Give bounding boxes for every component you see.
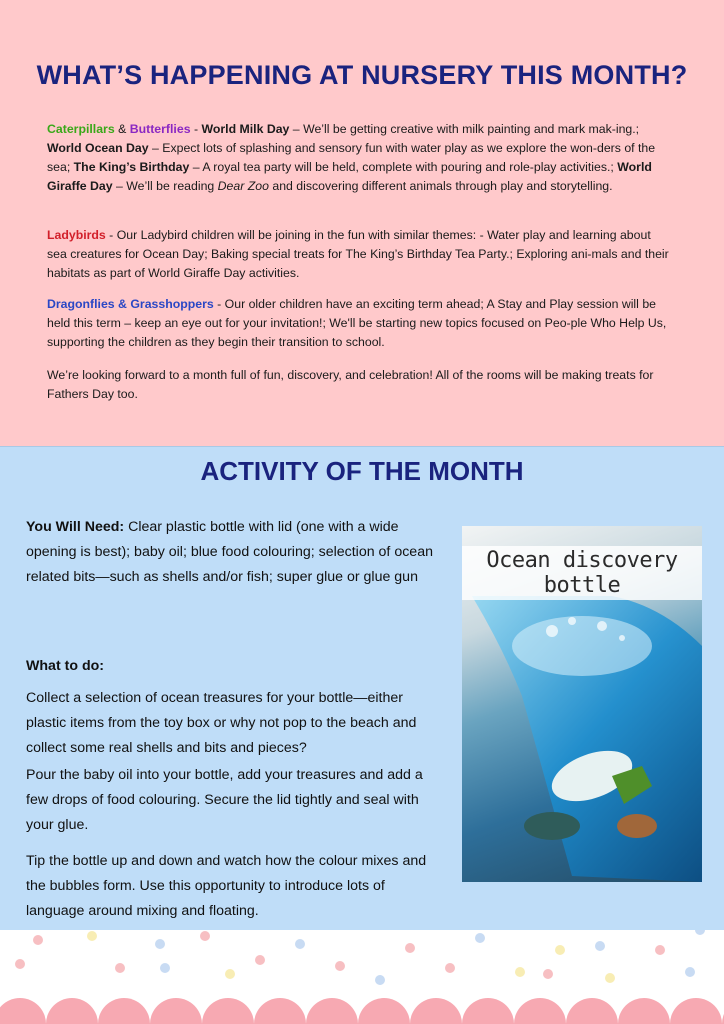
giraffe-day-title: World Giraffe Day [47, 160, 652, 193]
step-three: Tip the bottle up and down and watch how the colour mixes and the bubbles form. Use this opportunity to introduce lots of language around mixing and floating. [26, 853, 427, 919]
book-title: Dear Zoo [217, 179, 269, 193]
you-will-need-label: You Will Need: [26, 519, 125, 535]
caterpillars-butterflies-paragraph: Caterpillars & Butterflies - World Milk Day – We’ll be getting creative with milk painting and mark mak-ing.; World Ocean Day – Expect lots of splashing and sensory fun with water play as we explore the won-ders of the sea; The King’s Birthday – A royal tea party will be held, complete with pouring and role-play activities.; World Giraffe Day – We’ll be reading Dear Zoo and discovering different animals through play and storytelling. [47, 122, 656, 193]
dragonflies-paragraph: Dragonflies & Grasshoppers - Our older children have an exciting term ahead; A Stay and Play session will be held this term – keep an eye out for your invitation!; We'll be starting new topics focused on Peo-ple Who Help Us, supporting the children as they begin their transition to school. [47, 297, 667, 349]
kings-birthday-title: The King’s Birthday [73, 160, 190, 174]
step-one: Collect a selection of ocean treasures for your bottle—either plastic items from the toy box or why not pop to the beach and collect some real shells and bits and pieces? [26, 690, 417, 756]
ocean-day-title: World Ocean Day [47, 141, 149, 155]
nursery-news-section [0, 0, 724, 446]
closing-paragraph: We’re looking forward to a month full of fun, discovery, and celebration! All of the rooms will be making treats for Fathers Day too. [47, 368, 654, 401]
you-will-need-paragraph: You Will Need: Clear plastic bottle with lid (one with a wide opening is best); baby oil; blue food colouring; selection of ocean related bits—such as shells and/or fish; super glue or glue gun [26, 519, 433, 585]
step-two: Pour the baby oil into your bottle, add your treasures and add a few drops of food colouring. Secure the lid tightly and seal with your glue. [26, 767, 423, 833]
polka-dot-border [0, 930, 724, 1024]
ladybirds-label: Ladybirds [47, 228, 106, 242]
decorative-footer [0, 930, 724, 1024]
what-to-do-heading: What to do: [26, 658, 105, 674]
ocean-bottle-photo [462, 526, 702, 882]
activity-title: ACTIVITY OF THE MONTH [200, 456, 524, 486]
caterpillars-label: Caterpillars [47, 122, 115, 136]
photo-caption: Ocean discovery bottle [462, 546, 702, 600]
dragonflies-label: Dragonflies & Grasshoppers [47, 297, 214, 311]
page-title: WHAT’S HAPPENING AT NURSERY THIS MONTH? [36, 60, 688, 90]
butterflies-label: Butterflies [129, 122, 191, 136]
milk-day-title: World Milk Day [201, 122, 290, 136]
ladybirds-paragraph: Ladybirds - Our Ladybird children will be joining in the fun with similar themes: - Water play and learning about sea creatures for Ocean Day; Baking special treats for The King’s Birthday Tea Party.; Exploring ani-mals and their habitats as part of World Giraffe Day activities. [47, 228, 669, 280]
